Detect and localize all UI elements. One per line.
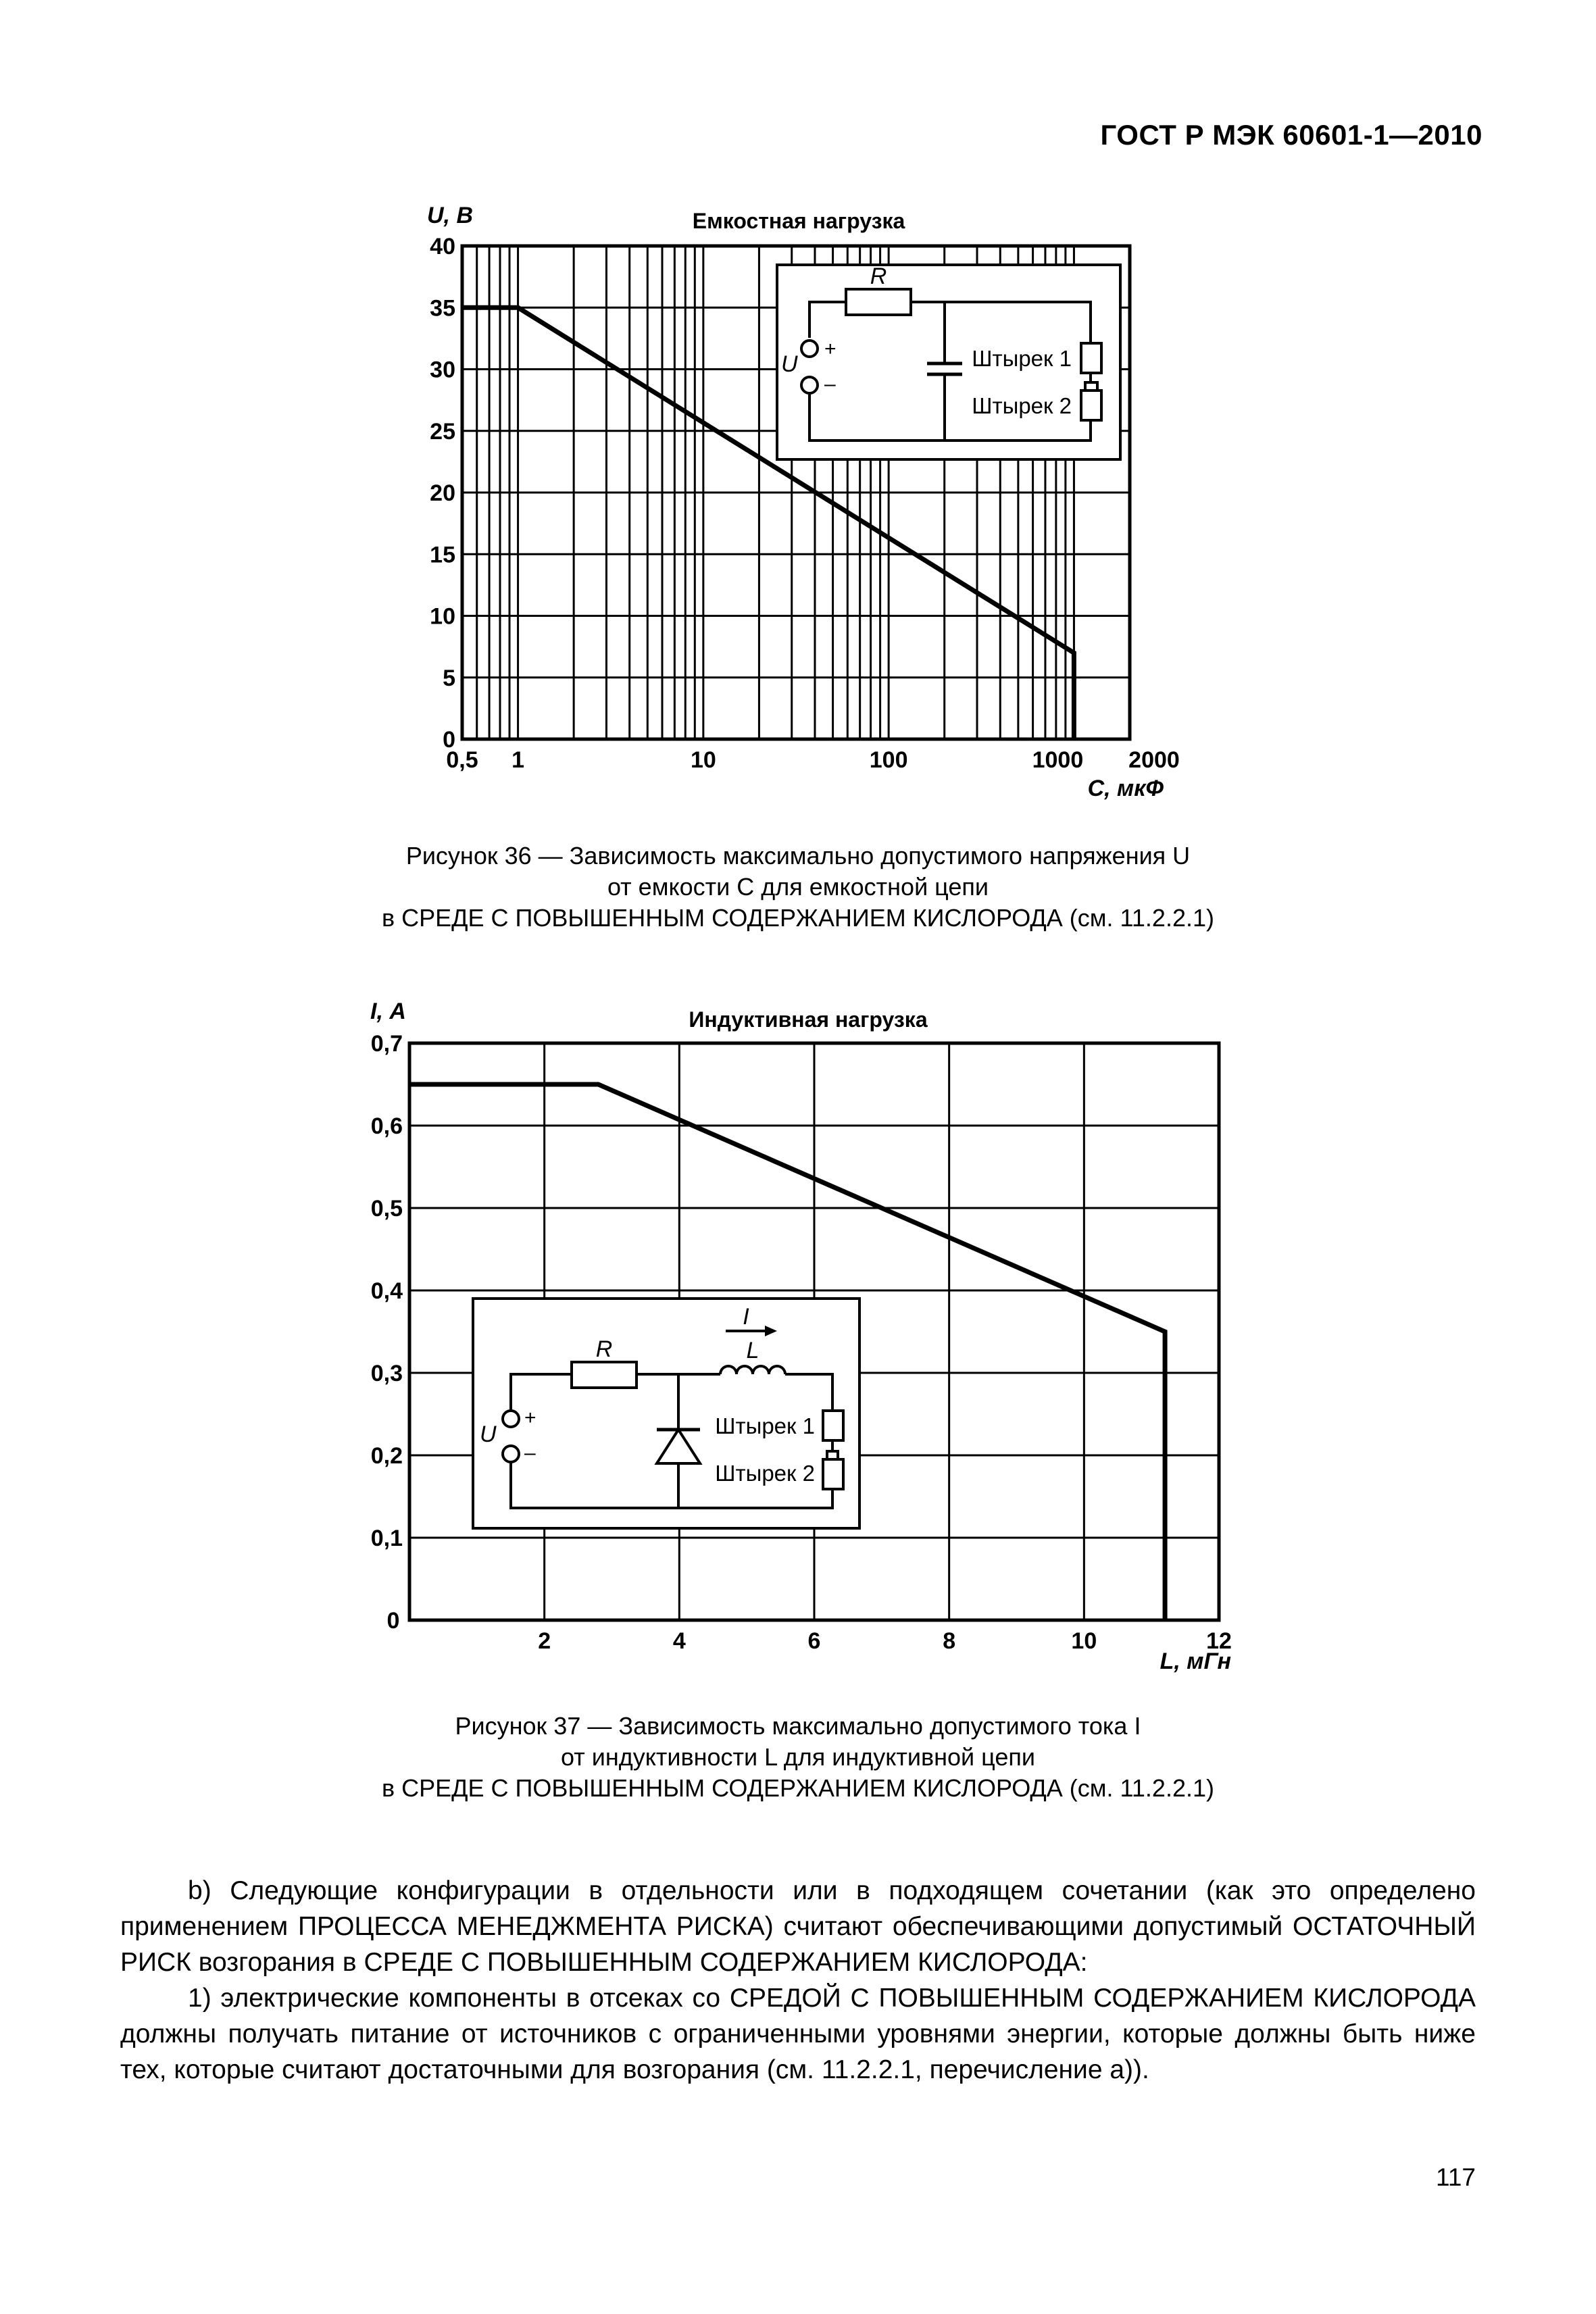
caption36-line1: Рисунок 36 — Зависимость максимально допустимого напряжения U: [405, 842, 1191, 870]
chart37-x-tick-label: 2: [538, 1628, 551, 1654]
chart36-x-tick-label: 1: [512, 747, 525, 773]
chart36-y-tick-label: 25: [430, 418, 455, 445]
pin1-label: Штырек 1: [972, 346, 1072, 371]
chart36-ylabel: U, В: [427, 203, 473, 228]
pin2-label: Штырек 2: [715, 1461, 815, 1486]
chart36-y-tick-label: 10: [430, 603, 455, 630]
pin2-symbol: [1081, 391, 1101, 420]
chart36-x-tick-label: 100: [869, 747, 908, 773]
pin1-symbol: [1081, 343, 1101, 373]
current-label: I: [743, 1304, 749, 1330]
chart37-y-tick-label: 0,6: [370, 1113, 403, 1139]
chart36-title: Емкостная нагрузка: [692, 209, 905, 233]
chart37-origin-label: 0: [386, 1608, 400, 1634]
document-id: ГОСТ Р МЭК 60601-1—2010: [1100, 119, 1482, 151]
terminal-minus: [801, 377, 818, 393]
plus-label: +: [824, 338, 837, 360]
chart37-x-tick-label: 10: [1071, 1628, 1097, 1654]
chart37-y-tick-label: 0,1: [370, 1526, 403, 1551]
pin1-label: Штырек 1: [715, 1413, 815, 1438]
resistor-symbol: [572, 1362, 637, 1388]
caption36-line2: от емкости С для емкостной цепи: [607, 873, 989, 901]
resistor-symbol: [846, 289, 911, 315]
chart36-x-tick-label: 1000: [1032, 747, 1084, 773]
figure-36-caption: [0, 840, 1596, 934]
chart37-ylabel: I, А: [370, 999, 406, 1024]
terminal-plus: [801, 341, 818, 357]
pin2-symbol: [823, 1459, 843, 1489]
chart37-x-tick-label: 12: [1206, 1628, 1232, 1654]
chart36-x-tick-label: 2000: [1128, 747, 1180, 773]
terminal-plus: [503, 1411, 519, 1427]
chart37-inset-circuit: [473, 1299, 859, 1528]
chart36-y-tick-label: 30: [430, 357, 455, 383]
chart37-x-axis-label: L, мГн: [1159, 1649, 1231, 1674]
resistor-label: R: [870, 263, 887, 289]
chart37-title: Индуктивная нагрузка: [689, 1007, 928, 1032]
caption37-line2: от индуктивности L для индуктивной цепи: [560, 1743, 1036, 1771]
minus-label: –: [524, 1442, 536, 1464]
chart36-y-tick-label: 40: [430, 234, 455, 259]
chart36-y-tick-label: 5: [443, 665, 455, 691]
inductor-label: L: [746, 1338, 759, 1363]
caption37-line3: в СРЕДЕ С ПОВЫШЕННЫМ СОДЕРЖАНИЕМ КИСЛОРОДА (см. 11.2.2.1): [382, 1774, 1214, 1802]
pin1-symbol: [823, 1411, 843, 1440]
capacitive-load-chart: [0, 0, 1596, 831]
caption37-line1: Рисунок 37 — Зависимость максимально допустимого тока I: [455, 1712, 1141, 1740]
plus-label: +: [524, 1407, 537, 1429]
body-text: [120, 1873, 1476, 2088]
chart36-x-axis-label: C, мкФ: [1087, 776, 1164, 801]
chart37-y-tick-label: 0,4: [370, 1278, 403, 1304]
chart37-y-tick-label: 0,2: [370, 1443, 403, 1469]
figure-37-caption: [0, 1711, 1596, 1804]
chart36-x-tick-label: 10: [690, 747, 716, 773]
chart37-y-axis-label: [370, 999, 406, 1024]
pin2-cap: [1085, 382, 1097, 391]
caption36-line3: в СРЕДЕ С ПОВЫШЕННЫМ СОДЕРЖАНИЕМ КИСЛОРОДА (см. 11.2.2.1): [382, 904, 1214, 932]
paragraph-1: 1) электрические компоненты в отсеках со СРЕДОЙ С ПОВЫШЕННЫМ СОДЕРЖАНИЕМ КИСЛОРОДА должны получать питание от источников с ограниченными уровнями энергии, которые должны быть ниже тех, которые считают достаточными для возгорания (см. 11.2.2.1, перечисление a)).: [120, 1984, 1476, 2084]
pin2-label: Штырек 2: [972, 393, 1072, 418]
source-label: U: [480, 1422, 497, 1447]
chart37-y-tick-label: 0,7: [370, 1031, 403, 1057]
chart37-x-tick-label: 4: [672, 1628, 686, 1654]
paragraph-b: b) Следующие конфигурации в отдельности или в подходящем сочетании (как это определено применением ПРОЦЕССА МЕНЕДЖМЕНТА РИСКА) считают обеспечивающими допустимый ОСТАТОЧНЫЙ РИСК возгорания в СРЕДЕ С ПОВЫШЕННЫМ СОДЕРЖАНИЕМ КИСЛОРОДА:: [120, 1876, 1476, 1977]
page-number: 117: [1436, 2163, 1476, 2191]
chart36-y-tick-label: 35: [430, 295, 455, 322]
chart37-x-tick-label: 6: [807, 1628, 821, 1654]
terminal-minus: [503, 1446, 519, 1462]
resistor-label: R: [595, 1336, 613, 1362]
inductive-load-chart: [0, 973, 1596, 1703]
minus-label: –: [824, 373, 836, 395]
chart36-x-tick-label: 0,5: [446, 747, 478, 773]
chart36-y-tick-label: 0: [443, 727, 455, 753]
chart36-y-axis-label: [427, 203, 473, 228]
chart36-inset-circuit: [777, 263, 1120, 459]
chart36-y-tick-label: 20: [430, 480, 455, 506]
chart37-y-tick-label: 0,5: [370, 1196, 403, 1222]
chart36-y-tick-label: 15: [430, 542, 455, 568]
chart37-x-tick-label: 8: [943, 1628, 956, 1654]
source-label: U: [781, 351, 798, 377]
chart37-y-tick-label: 0,3: [370, 1361, 403, 1386]
